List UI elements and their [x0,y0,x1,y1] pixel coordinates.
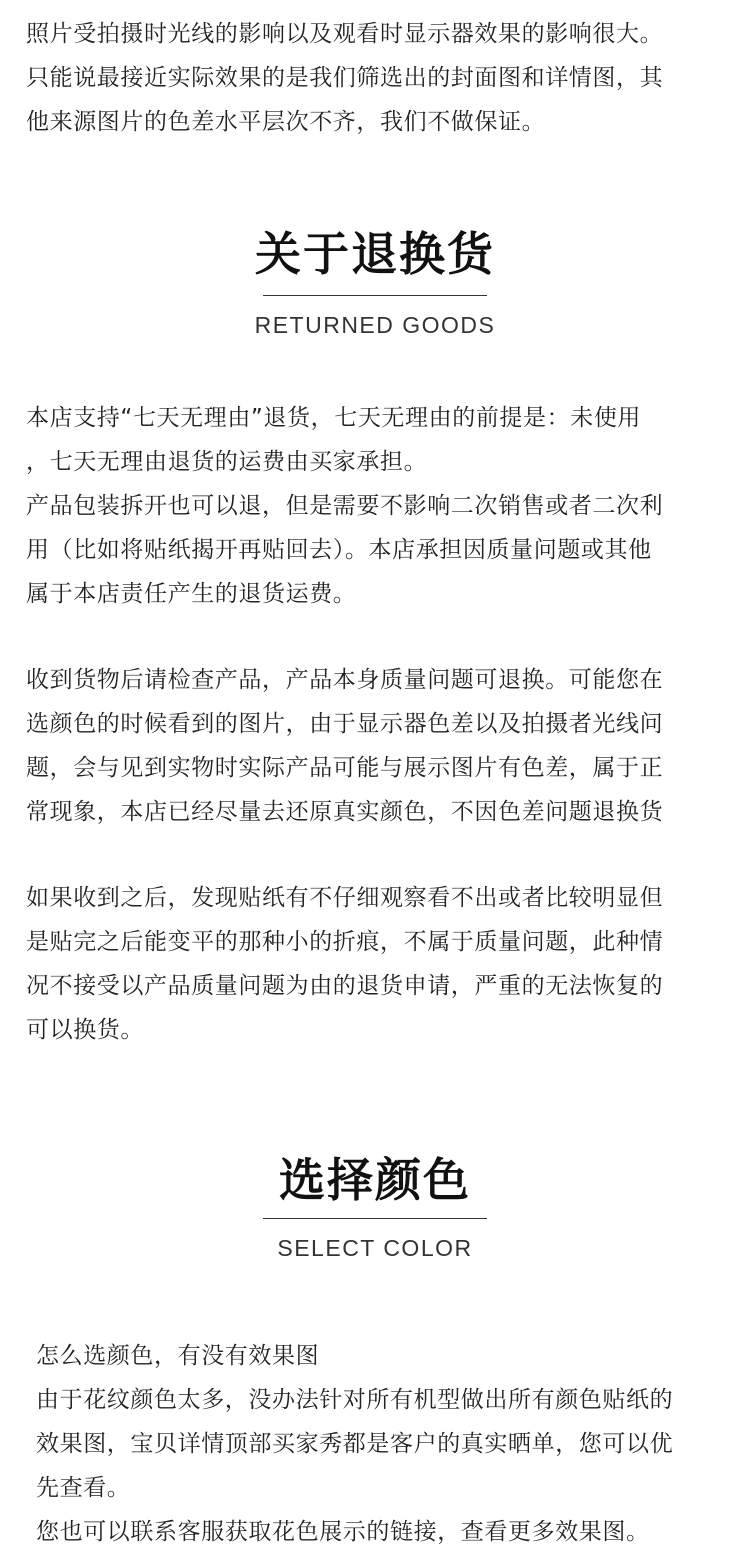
intro-paragraph [26,12,726,144]
text-line: 是贴完之后能变平的那种小的折痕，不属于质量问题，此种情 [26,929,664,955]
text-line: 况不接受以产品质量问题为由的退货申请，严重的无法恢复的 [26,973,664,999]
returns-title: 关于退换货 [255,227,495,281]
returns-paragraph-1 [26,396,726,616]
color-title: 选择颜色 [279,1153,471,1207]
text-line: 效果图，宝贝详情顶部买家秀都是客户的真实晒单，您可以优 [36,1431,674,1457]
text-line: 产品包装拆开也可以退，但是需要不影响二次销售或者二次利 [26,493,664,519]
text-line: 他来源图片的色差水平层次不齐，我们不做保证。 [26,109,546,135]
text-line: 收到货物后请检查产品，产品本身质量问题可退换。可能您在 [26,667,664,693]
color-subtitle: SELECT COLOR [277,1235,473,1261]
color-title-divider [263,1218,487,1219]
text-line: 您也可以联系客服获取花色展示的链接，查看更多效果图。 [36,1519,650,1545]
returns-subtitle: RETURNED GOODS [254,312,496,338]
text-line: 照片受拍摄时光线的影响以及观看时显示器效果的影响很大。 [26,21,664,47]
text-line: ，七天无理由退货的运费由买家承担。 [26,449,428,475]
text-line: 用（比如将贴纸揭开再贴回去）。本店承担因质量问题或其他 [26,537,652,563]
text-line: 题，会与见到实物时实际产品可能与展示图片有色差，属于正 [26,755,664,781]
text-line: 如果收到之后，发现贴纸有不仔细观察看不出或者比较明显但 [26,885,664,911]
returns-paragraph-2 [26,658,726,834]
text-line: 选颜色的时候看到的图片，由于显示器色差以及拍摄者光线问 [26,711,664,737]
text-line: 由于花纹颜色太多，没办法针对所有机型做出所有颜色贴纸的 [36,1387,674,1413]
text-line: 怎么选颜色，有没有效果图 [36,1343,320,1369]
text-line: 属于本店责任产生的退货运费。 [26,581,357,607]
text-line: 常现象，本店已经尽量去还原真实颜色，不因色差问题退换货 [26,799,664,825]
returns-section-header [0,226,750,340]
returns-title-divider [263,295,487,296]
text-line: 可以换货。 [26,1017,144,1043]
text-line: 先查看。 [36,1475,131,1501]
text-line: 本店支持“七天无理由”退货，七天无理由的前提是：未使用 [26,405,642,431]
color-paragraph [36,1334,736,1554]
text-line: 只能说最接近实际效果的是我们筛选出的封面图和详情图，其 [26,65,664,91]
returns-paragraph-3 [26,876,726,1052]
color-section-header [0,1152,750,1263]
